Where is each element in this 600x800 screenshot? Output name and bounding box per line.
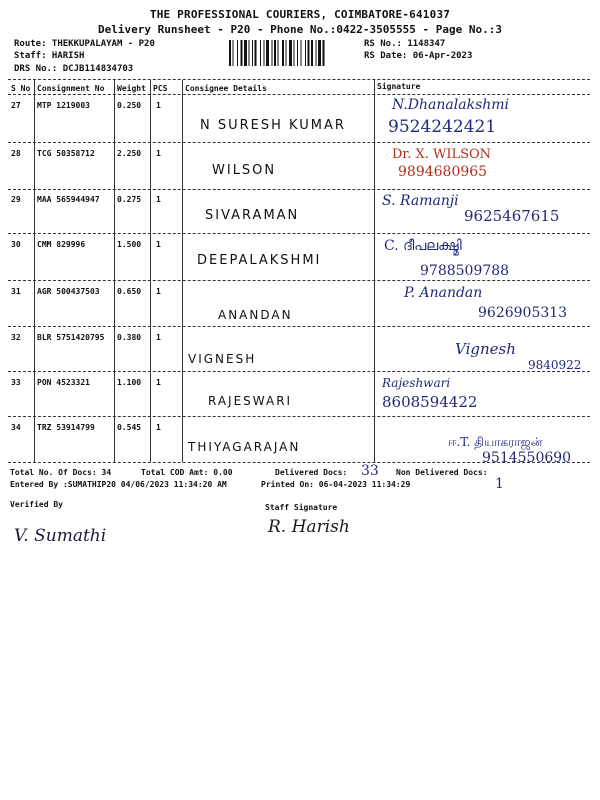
verified-by-label: Verified By xyxy=(10,500,63,509)
row-pcs: 1 xyxy=(156,333,161,342)
row-weight: 0.380 xyxy=(117,333,142,342)
row-signature-phone: 9625467615 xyxy=(464,207,560,225)
row-divider xyxy=(8,280,590,281)
row-sno: 28 xyxy=(11,149,21,158)
drs-number: DRS No.: DCJB114834703 xyxy=(14,64,134,74)
col-pcs: PCS xyxy=(153,84,168,93)
row-weight: 1.500 xyxy=(117,240,142,249)
row-signature-name: S. Ramanji xyxy=(382,193,459,209)
row-pcs: 1 xyxy=(156,101,161,110)
row-consignment: BLR 5751420795 xyxy=(37,333,105,342)
row-divider xyxy=(8,371,590,372)
col-consignee: Consignee Details xyxy=(185,84,267,93)
col-divider xyxy=(374,80,375,462)
row-divider xyxy=(8,326,590,327)
row-weight: 0.650 xyxy=(117,287,142,296)
row-signature-phone: 9894680965 xyxy=(398,164,488,180)
row-pcs: 1 xyxy=(156,423,161,432)
row-divider xyxy=(8,233,590,234)
route-label: Route: THEKKUPALAYAM - P20 xyxy=(14,39,155,49)
row-sno: 33 xyxy=(11,378,21,387)
row-signature-name: N.Dhanalakshmi xyxy=(392,97,510,113)
row-signature-name: Dr. X. WILSON xyxy=(392,147,492,162)
row-consignment: TCG 50358712 xyxy=(37,149,95,158)
row-consignee: VIGNESH xyxy=(188,352,257,366)
staff-signature: R. Harish xyxy=(268,517,350,537)
rs-number: RS No.: 1148347 xyxy=(364,39,446,49)
row-signature-phone: 9524242421 xyxy=(388,117,497,137)
row-signature-name: Rajeshwari xyxy=(382,376,451,390)
row-consignment: MAA 565944947 xyxy=(37,195,100,204)
row-consignment: CMM 829996 xyxy=(37,240,86,249)
verified-signature: V. Sumathi xyxy=(14,526,107,546)
row-pcs: 1 xyxy=(156,240,161,249)
row-sno: 31 xyxy=(11,287,21,296)
non-delivered-docs-label: Non Delivered Docs: xyxy=(396,468,488,477)
row-pcs: 1 xyxy=(156,287,161,296)
rs-date: RS Date: 06-Apr-2023 xyxy=(364,51,473,61)
col-sno: S No xyxy=(11,84,31,93)
row-signature-name: P. Anandan xyxy=(404,285,483,301)
staff-label: Staff: HARISH xyxy=(14,51,85,61)
entered-by: Entered By :SUMATHIP20 04/06/2023 11:34:20 AM xyxy=(10,480,227,489)
row-weight: 0.275 xyxy=(117,195,142,204)
row-sno: 27 xyxy=(11,101,21,110)
row-consignee: SIVARAMAN xyxy=(205,208,300,223)
row-divider xyxy=(8,416,590,417)
runsheet-subtitle: Delivery Runsheet - P20 - Phone No.:0422-3505555 - Page No.:3 xyxy=(98,23,502,36)
row-sno: 30 xyxy=(11,240,21,249)
table-header-rule xyxy=(8,94,590,95)
row-pcs: 1 xyxy=(156,195,161,204)
col-weight: Weight xyxy=(117,84,146,93)
row-consignment: PON 4523321 xyxy=(37,378,90,387)
row-consignee: THIYAGARAJAN xyxy=(188,440,301,454)
row-weight: 0.250 xyxy=(117,101,142,110)
row-consignee: ANANDAN xyxy=(218,308,293,322)
delivered-docs-value: 33 xyxy=(361,463,379,479)
staff-signature-label: Staff Signature xyxy=(265,503,338,512)
row-signature-phone: 9788509788 xyxy=(420,263,510,279)
row-signature-phone: 9840922 xyxy=(528,358,582,372)
row-consignee: RAJESWARI xyxy=(208,394,293,408)
total-cod: Total COD Amt: 0.00 xyxy=(141,468,233,477)
row-signature-name: C. ദീപലക്ഷ്മി xyxy=(384,238,462,254)
row-divider xyxy=(8,142,590,143)
company-title: THE PROFESSIONAL COURIERS, COIMBATORE-641037 xyxy=(149,8,451,21)
col-consignment: Consignment No xyxy=(37,84,105,93)
row-consignment: MTP 1219003 xyxy=(37,101,90,110)
col-divider xyxy=(34,80,35,462)
row-consignee: N SURESH KUMAR xyxy=(200,118,346,133)
row-signature-name: ஈ.T. தியாகராஜன் xyxy=(448,435,543,449)
col-divider xyxy=(114,80,115,462)
col-divider xyxy=(150,80,151,462)
col-signature: Signature xyxy=(377,82,421,91)
col-divider xyxy=(182,80,183,462)
table-top-rule xyxy=(8,79,590,80)
barcode-icon xyxy=(229,40,357,66)
row-consignment: AGR 500437503 xyxy=(37,287,100,296)
row-sno: 34 xyxy=(11,423,21,432)
row-consignee: DEEPALAKSHMI xyxy=(197,253,322,268)
row-pcs: 1 xyxy=(156,149,161,158)
row-signature-phone: 8608594422 xyxy=(382,393,478,411)
row-signature-phone: 9514550690 xyxy=(482,450,572,466)
non-delivered-docs-value: 1 xyxy=(495,476,504,492)
row-pcs: 1 xyxy=(156,378,161,387)
row-weight: 2.250 xyxy=(117,149,142,158)
row-weight: 1.100 xyxy=(117,378,142,387)
row-consignment: TRZ 53914799 xyxy=(37,423,95,432)
row-consignee: WILSON xyxy=(212,163,277,178)
row-divider xyxy=(8,189,590,190)
table-bottom-rule xyxy=(8,462,590,463)
row-weight: 0.545 xyxy=(117,423,142,432)
printed-on: Printed On: 06-04-2023 11:34:29 xyxy=(261,480,411,489)
row-signature-phone: 9626905313 xyxy=(478,305,568,321)
row-signature-name: Vignesh xyxy=(455,340,516,358)
delivered-docs-label: Delivered Docs: xyxy=(275,468,348,477)
total-docs: Total No. Of Docs: 34 xyxy=(10,468,112,477)
row-sno: 29 xyxy=(11,195,21,204)
row-sno: 32 xyxy=(11,333,21,342)
